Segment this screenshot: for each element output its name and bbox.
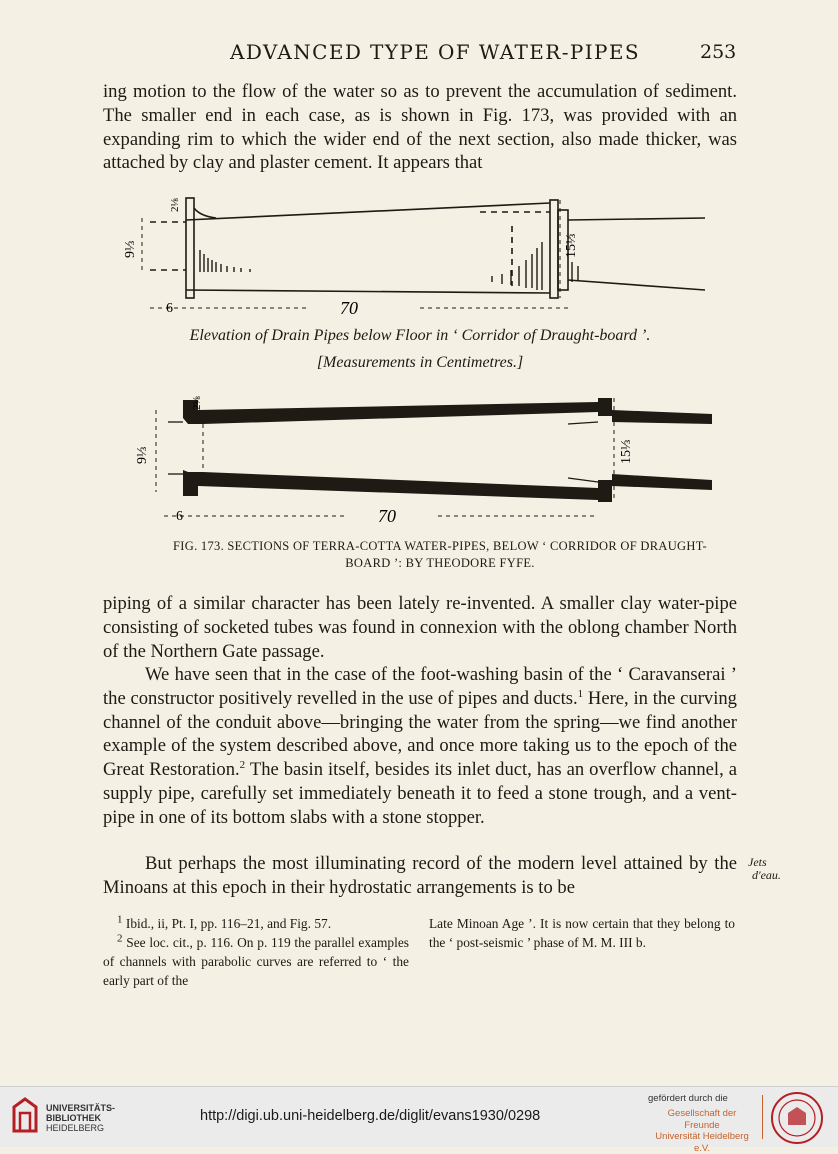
figure-upper-elevation — [120, 190, 720, 320]
library-name-line-1: UNIVERSITÄTS- — [46, 1103, 116, 1113]
sponsor-line-1: Gesellschaft der Freunde — [667, 1108, 737, 1131]
paragraph-3-text-b: Here, in the curving channel of the conduit above—bringing the water from the spring—we find another example of the system described above, and once more taking us to the epoch of the Great Restoration. — [103, 687, 737, 781]
sponsor-name — [650, 1108, 754, 1154]
figure-caption-measurements: [Measurements in Centimetres.] — [316, 354, 524, 371]
lower-dim-socket: 6 — [176, 509, 183, 524]
library-logo-icon — [10, 1097, 40, 1133]
paragraph-3 — [103, 663, 737, 830]
footnote-1-mark: 1 — [117, 913, 123, 926]
paragraph-3-text-c: The basin itself, besides its inlet duct, has an overflow channel, a supply pipe, carefully set immediately beneath it to feed a stone trough, and a vent-pipe in one of its bottom slabs with a stone stopper. — [103, 759, 737, 828]
paragraph-3-text-a: We have seen that in the case of the foot-washing basin of the ‘ Caravanserai ’ the constructor positively revelled in the use of pipes and ducts. — [103, 664, 737, 709]
margin-note — [748, 856, 781, 882]
margin-note-line-1: Jets — [748, 855, 767, 869]
upper-dim-large-bore: 15⅓ — [564, 233, 579, 258]
digitization-footer — [0, 1086, 838, 1154]
paragraph-1-text: ing motion to the flow of the water so as to prevent the accumulation of sediment. The smaller end in each case, as is shown in Fig. 173, was provided with an expanding rim to which the wider end of the next section, also made thicker, was attached by clay and plaster cement. It appears that — [103, 81, 737, 174]
footnote-ref-1: 1 — [577, 687, 584, 700]
footnotes-left-column — [103, 914, 409, 990]
footnote-1-text: Ibid., ii, Pt. I, pp. 116–21, and Fig. 57. — [125, 916, 332, 931]
library-name-line-2: BIBLIOTHEK — [46, 1113, 101, 1123]
next-pipe-bottom — [568, 280, 705, 290]
paragraph-2-text: piping of a similar character has been lately re-invented. A smaller clay water-pipe consisting of socketed tubes was found in connexion with the oblong chamber North of the Northern Gate passage. — [103, 593, 737, 662]
footnote-ref-2: 2 — [239, 759, 246, 771]
figure-lower-section — [128, 388, 718, 528]
narrow-end-rim — [186, 198, 194, 298]
lower-dim-length: 70 — [378, 506, 396, 526]
page-number: 253 — [700, 41, 737, 63]
paragraph-1 — [103, 80, 737, 175]
pipe-bottom-outline — [186, 290, 550, 293]
footnote-2-text: See loc. cit., p. 116. On p. 119 the parallel examples of channels with parabolic curves are referred to ‘ the early part of the — [103, 935, 409, 988]
paragraph-4-text: But perhaps the most illuminating record of the modern level attained by the Minoans at this epoch in their hydrostatic arrangements is to be — [103, 853, 737, 898]
library-name-line-3: HEIDELBERG — [46, 1123, 105, 1133]
upper-dim-small-bore: 9⅓ — [123, 240, 138, 258]
source-url-link[interactable]: http://digi.ub.uni-heidelberg.de/diglit/evans1930/0298 — [200, 1108, 541, 1124]
footnote-2 — [103, 933, 409, 990]
socket-rim — [550, 200, 558, 298]
footnotes-right-column — [429, 914, 735, 952]
figure-caption-line-1: FIG. 173. SECTIONS OF TERRA-COTTA WATER-PIPES, BELOW ‘ CORRIDOR OF DRAUGHT- — [173, 539, 707, 553]
running-head — [0, 40, 838, 66]
footnote-1 — [103, 914, 409, 933]
lower-dim-rim: 2⅛ — [191, 396, 203, 410]
upper-dim-length: 70 — [340, 298, 358, 318]
funded-by-label: gefördert durch die — [648, 1093, 728, 1104]
footnote-2-mark: 2 — [117, 932, 123, 945]
paragraph-4 — [103, 852, 737, 900]
paragraph-2 — [103, 592, 737, 663]
footnote-2-continued: Late Minoan Age ’. It is now certain that they belong to the ‘ post-seismic ’ phase of M. M. III b. — [429, 916, 735, 950]
running-title: ADVANCED TYPE OF WATER-PIPES — [230, 40, 641, 64]
lower-dim-small-bore: 9⅓ — [135, 446, 150, 464]
pipe-hatching — [200, 242, 578, 290]
margin-note-line-2: d'eau. — [752, 868, 781, 882]
lower-dim-large-bore: 15⅓ — [619, 439, 634, 464]
sponsor-divider — [762, 1095, 763, 1139]
sponsor-line-2: Universität Heidelberg e.V. — [655, 1131, 749, 1154]
upper-dim-rim: 2⅛ — [169, 198, 181, 212]
figure-caption-line-2: BOARD ’: BY THEODORE FYFE. — [345, 556, 535, 570]
next-pipe-top — [568, 218, 705, 220]
library-name — [46, 1103, 115, 1133]
upper-dim-socket: 6 — [166, 301, 173, 316]
university-seal-icon — [770, 1091, 824, 1145]
figure-caption-italic: Elevation of Drain Pipes below Floor in ‘ Corridor of Draught-board ’. — [189, 327, 651, 344]
